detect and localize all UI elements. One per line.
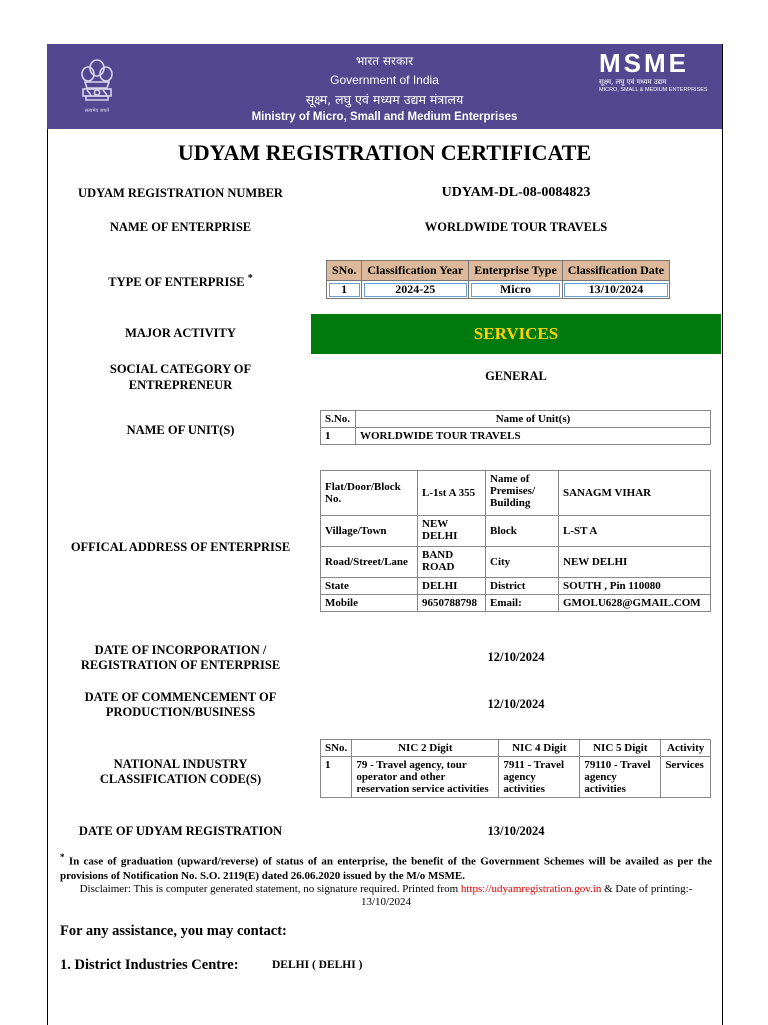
major-activity-value: SERVICES [311, 314, 721, 354]
incorporation-value: 12/10/2024 [487, 650, 545, 664]
commencement-value: 12/10/2024 [487, 697, 545, 711]
address-value: NEW DELHI [559, 547, 711, 578]
nic-header-2digit: NIC 2 Digit [352, 740, 499, 757]
ministry-hindi-text: सूक्ष्म, लघु एवं मध्यम उद्यम मंत्रालय [305, 92, 464, 107]
table-row [321, 578, 711, 595]
udyam-date-label: DATE OF UDYAM REGISTRATION [78, 824, 283, 838]
table-row [321, 595, 711, 612]
address-key: State [321, 578, 418, 595]
dic-label: 1. District Industries Centre: [60, 957, 239, 973]
address-value: BAND ROAD [418, 547, 486, 578]
address-value: GMOLU628@GMAIL.COM [559, 595, 711, 612]
units-table [320, 410, 711, 445]
nic-cell-activity: Services [661, 757, 711, 798]
table-row [321, 547, 711, 578]
ministry-english-text: Ministry of Micro, Small and Medium Enterprises [251, 111, 518, 123]
msme-logo-word: MSME [599, 48, 689, 78]
address-key: Name of Premises/ Building [486, 471, 559, 516]
units-cell-name: WORLDWIDE TOUR TRAVELS [356, 428, 711, 445]
table-row [327, 281, 670, 299]
table-row [321, 757, 711, 798]
nic-cell-4digit: 7911 - Travel agency activities [499, 757, 580, 798]
nic-cell-2digit: 79 - Travel agency, tour operator and other reservation service activities [352, 757, 499, 798]
type-cell-date: 13/10/2024 [562, 281, 669, 299]
asterisk-mark: * [60, 852, 65, 862]
gov-hindi-text: भारत सरकार [355, 54, 414, 68]
address-key: Village/Town [321, 516, 418, 547]
address-key: Road/Street/Lane [321, 547, 418, 578]
units-header-sno: S.No. [321, 411, 356, 428]
social-category-label: SOCIAL CATEGORY OF ENTREPRENEUR [109, 362, 252, 392]
header-banner [47, 44, 722, 129]
svg-text:सत्यमेव जयते: सत्यमेव जयते [84, 108, 110, 114]
registration-number-value: UDYAM-DL-08-0084823 [441, 185, 591, 200]
incorporation-label: DATE OF INCORPORATION / REGISTRATION OF ENTERPRISE [80, 643, 281, 672]
asterisk-mark: * [247, 273, 253, 284]
address-value: NEW DELHI [418, 516, 486, 547]
nic-table [320, 739, 711, 798]
graduation-note: * In case of graduation (upward/reverse) of status of an enterprise, the benefit of the Government Schemes will be availed as per the provisions of Notification No. S.O. 2119(E) dated 26.06.2020 issued by the M/o MSME. [60, 852, 712, 882]
type-header-type: Enterprise Type [469, 261, 563, 281]
table-row [321, 471, 711, 516]
disclaimer: Disclaimer: This is computer generated statement, no signature required. Printed from https://udyamregistration.gov.in & Date of printing:- 13/10/2024 [79, 883, 693, 908]
type-header-year: Classification Year [362, 261, 469, 281]
msme-logo [599, 49, 709, 93]
address-key: Block [486, 516, 559, 547]
dic-value: DELHI ( DELHI ) [272, 959, 363, 971]
nic-header-sno: SNo. [321, 740, 352, 757]
type-cell-year: 2024-25 [362, 281, 469, 299]
table-row [321, 428, 711, 445]
address-table [320, 470, 711, 612]
certificate-title: UDYAM REGISTRATION CERTIFICATE [177, 140, 592, 165]
address-value: SANAGM VIHAR [559, 471, 711, 516]
address-key: Mobile [321, 595, 418, 612]
address-value: L-1st A 355 [418, 471, 486, 516]
address-value: SOUTH , Pin 110080 [559, 578, 711, 595]
address-key: District [486, 578, 559, 595]
enterprise-name-label: NAME OF ENTERPRISE [109, 220, 252, 234]
udyam-date-value: 13/10/2024 [487, 824, 545, 838]
nic-label: NATIONAL INDUSTRY CLASSIFICATION CODE(S) [99, 757, 262, 786]
address-label: OFFICAL ADDRESS OF ENTERPRISE [70, 540, 291, 554]
address-value: DELHI [418, 578, 486, 595]
type-header-date: Classification Date [562, 261, 669, 281]
enterprise-type-table [326, 260, 670, 299]
commencement-label: DATE OF COMMENCEMENT OF PRODUCTION/BUSINESS [84, 690, 277, 719]
table-row [321, 516, 711, 547]
type-cell-sno: 1 [327, 281, 362, 299]
nic-cell-5digit: 79110 - Travel agency activities [580, 757, 661, 798]
nic-header-4digit: NIC 4 Digit [499, 740, 580, 757]
type-cell-type: Micro [469, 281, 563, 299]
address-key: Flat/Door/Block No. [321, 471, 418, 516]
udyam-portal-link[interactable]: https://udyamregistration.gov.in [460, 883, 602, 895]
msme-logo-hindi: सूक्ष्म, लघु एवं मध्यम उद्यम [599, 78, 667, 86]
gov-english-text: Government of India [330, 73, 439, 87]
units-cell-sno: 1 [321, 428, 356, 445]
registration-number-label: UDYAM REGISTRATION NUMBER [78, 186, 283, 200]
nic-header-activity: Activity [661, 740, 711, 757]
units-header-name: Name of Unit(s) [356, 411, 711, 428]
msme-logo-subtitle: MICRO, SMALL & MEDIUM ENTERPRISES [599, 87, 708, 93]
address-value: 9650788798 [418, 595, 486, 612]
nic-cell-sno: 1 [321, 757, 352, 798]
enterprise-type-label: TYPE OF ENTERPRISE * [108, 273, 253, 290]
address-key: City [486, 547, 559, 578]
units-label: NAME OF UNIT(S) [126, 423, 235, 437]
address-value: L-ST A [559, 516, 711, 547]
major-activity-label: MAJOR ACTIVITY [125, 326, 236, 340]
address-key: Email: [486, 595, 559, 612]
assistance-heading: For any assistance, you may contact: [60, 923, 287, 939]
enterprise-name-value: WORLDWIDE TOUR TRAVELS [424, 220, 608, 234]
social-category-value: GENERAL [485, 369, 547, 383]
type-header-sno: SNo. [327, 261, 362, 281]
nic-header-5digit: NIC 5 Digit [580, 740, 661, 757]
